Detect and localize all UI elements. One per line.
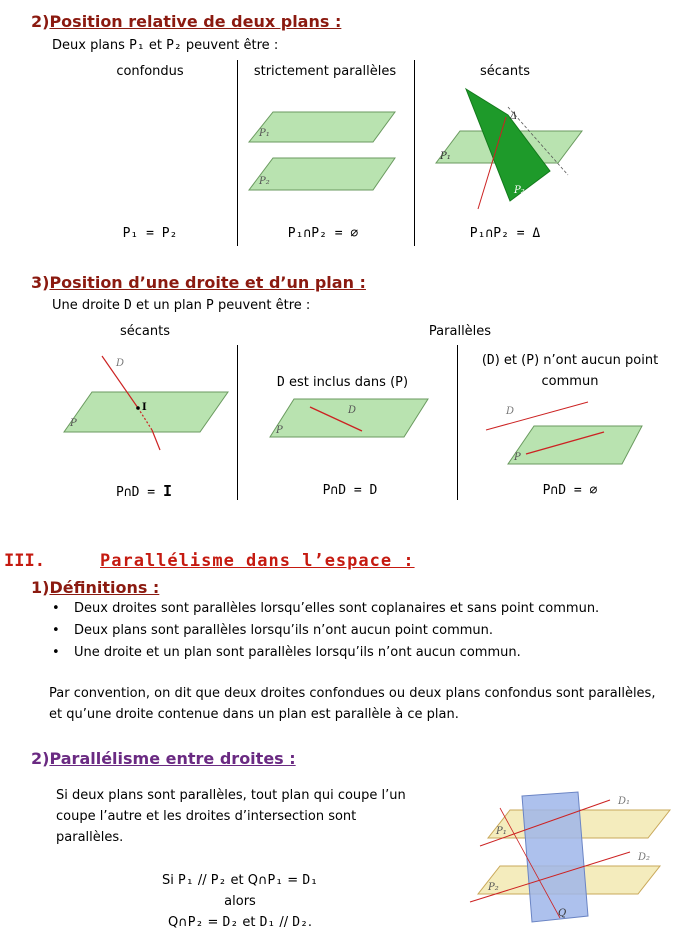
secant-planes-figure [418, 85, 588, 215]
caption-text: ) n’ont aucun point [534, 353, 659, 368]
definition-item: • Une droite et un plan sont parallèles lorsqu’ils n’ont aucun commun. [48, 642, 599, 664]
plane-p1: P₁ [267, 873, 284, 888]
section3-number: 3) [31, 273, 50, 292]
line-d1: D₁ [302, 873, 318, 888]
svg-text:P: P [276, 425, 283, 436]
formula-no-intersection: P∩D = ∅ [542, 483, 598, 498]
plane-p: P [395, 375, 403, 390]
statement-text: et [238, 915, 260, 930]
convention-paragraph [49, 683, 655, 725]
formula-text: P∩D = [116, 485, 163, 500]
line-d2: D₂ [222, 915, 239, 930]
plane-p2-shape [249, 158, 395, 190]
convention-line-1: Par convention, on dit que deux droites confondues ou deux plans confondus sont parallèles, [49, 686, 656, 701]
intersection-point [136, 406, 140, 410]
theorem-line: Si deux plans sont parallèles, tout plan qui coupe l’un [56, 788, 406, 803]
svg-text:P: P [514, 452, 521, 463]
line-d2: D₂ [292, 915, 308, 930]
definitions-list [48, 598, 599, 664]
svg-text:D: D [506, 406, 515, 417]
section2-number: 2) [31, 12, 50, 31]
statement-line-1 [130, 870, 350, 891]
section2-title: Position relative de deux plans : [49, 12, 342, 31]
section-III-title: Parallélisme dans l’espace : [100, 551, 415, 571]
case-secants-label: sécants [480, 64, 530, 79]
theorem-text [56, 785, 406, 848]
section-III-heading [4, 551, 45, 571]
svg-text:P₁: P₁ [496, 826, 507, 837]
plane-p1: P₁ [129, 38, 145, 53]
svg-text:P: P [70, 418, 77, 429]
statement-text: // [193, 873, 211, 888]
intro-text: Une droite [52, 298, 124, 313]
statement-line-2: alors [224, 894, 256, 909]
section3-intro [52, 298, 310, 313]
convention-line-2: et qu’une droite contenue dans un plan est parallèle à ce plan. [49, 707, 459, 722]
plane-p: P [526, 353, 535, 368]
intro-text: Deux plans [52, 38, 130, 53]
section2-intro [52, 38, 278, 53]
line-in-plane-figure [268, 395, 433, 445]
section-III-title-wrap [100, 551, 415, 571]
plane-p: P [206, 298, 214, 313]
svg-text:P₂: P₂ [259, 176, 270, 187]
caption-text: ) [402, 375, 409, 390]
definitions-title: Définitions : [49, 578, 160, 597]
definition-item: • Deux droites sont parallèles lorsqu’elles sont coplanaires et sans point commun. [48, 598, 599, 620]
section-III-numeral: III. [4, 551, 45, 571]
statement-text: // [275, 915, 293, 930]
caption-text: ) et ( [494, 353, 527, 368]
theorem-line: coupe l’autre et les droites d’intersection sont [56, 809, 357, 824]
line-parallel-plane-figure [482, 400, 652, 470]
case-paralleles-label: strictement parallèles [253, 64, 397, 79]
theorem-statement [130, 870, 350, 933]
intro-text: peuvent être : [181, 38, 279, 53]
line-d: D [124, 298, 132, 313]
svg-text:Δ: Δ [510, 111, 518, 122]
statement-text: Si [162, 873, 179, 888]
svg-text:D: D [116, 358, 125, 369]
svg-text:P₁: P₁ [440, 151, 451, 162]
line-d1: D₁ [259, 915, 276, 930]
caption-text: ( [481, 353, 487, 368]
parallelisme-droites-title: Parallélisme entre droites : [49, 749, 296, 768]
svg-text:P₂: P₂ [514, 185, 525, 196]
intro-text: et un plan [131, 298, 207, 313]
parallelisme-droites-number: 2) [31, 749, 50, 768]
parallel-planes-figure [245, 100, 405, 205]
svg-text:P₁: P₁ [259, 128, 270, 139]
caption-line [470, 350, 670, 371]
parallelisme-droites-heading [31, 749, 296, 768]
plane-p2: P₂ [166, 38, 182, 53]
formula-secant-line [116, 482, 172, 500]
section3-heading [31, 273, 366, 292]
point-i: I [162, 482, 172, 500]
divider-line [237, 60, 238, 246]
statement-text: Q∩ [167, 915, 188, 930]
formula-secants: P₁∩P₂ = Δ [469, 226, 541, 241]
line-d: D [486, 353, 495, 368]
divider-line [457, 345, 458, 500]
theorem-figure [460, 788, 675, 928]
definition-item: • Deux plans sont parallèles lorsqu’ils n’ont aucun point commun. [48, 620, 599, 642]
section2-heading [31, 12, 341, 31]
intro-text: peuvent être : [213, 298, 311, 313]
svg-text:D: D [348, 405, 357, 416]
divider-line [237, 345, 238, 500]
definitions-number: 1) [31, 578, 50, 597]
section3-title: Position d’une droite et d’un plan : [49, 273, 366, 292]
plane-shape [508, 426, 642, 464]
caption-line: commun [541, 374, 599, 389]
statement-text: . [307, 915, 313, 930]
svg-text:P₂: P₂ [488, 882, 499, 893]
statement-text: = [283, 873, 303, 888]
caption-text: est inclus dans ( [284, 375, 396, 390]
statement-text: = [203, 915, 223, 930]
svg-text:D₁: D₁ [618, 796, 631, 807]
plane-p1-shape [249, 112, 395, 142]
paralleles-label: Parallèles [428, 324, 492, 339]
divider-line [414, 60, 415, 246]
svg-text:Q: Q [558, 908, 567, 919]
secants-label: sécants [120, 324, 170, 339]
intro-text: et [144, 38, 167, 53]
line-d-shape [152, 430, 160, 450]
formula-inclus: P∩D = D [322, 483, 378, 498]
plane-p2: P₂ [210, 873, 227, 888]
statement-line-3 [130, 912, 350, 933]
theorem-line: parallèles. [56, 830, 124, 845]
case-confondus-label: confondus [116, 64, 184, 79]
line-d: D [277, 375, 285, 390]
definitions-heading [31, 578, 159, 597]
inclus-caption [277, 375, 408, 390]
statement-text: et Q∩ [226, 873, 268, 888]
no-common-point-caption [470, 350, 670, 392]
svg-text:D₂: D₂ [638, 852, 651, 863]
svg-text:I: I [142, 402, 147, 413]
plane-p1: P₁ [178, 873, 194, 888]
plane-p2: P₂ [187, 915, 204, 930]
secant-line-plane-figure [60, 350, 235, 460]
formula-confondus: P₁ = P₂ [122, 226, 178, 241]
formula-paralleles: P₁∩P₂ = ∅ [287, 226, 359, 241]
